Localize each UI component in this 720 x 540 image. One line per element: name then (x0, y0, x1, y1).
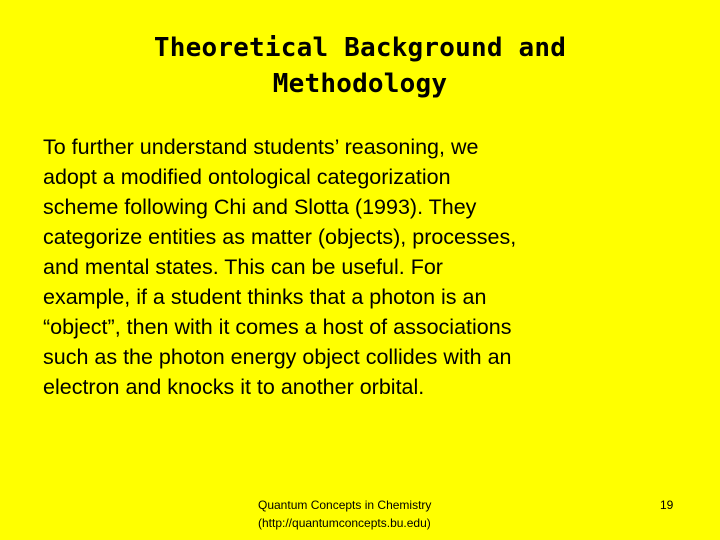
body-line: example, if a student thinks that a photon is an (43, 285, 487, 309)
slide-title (40, 30, 680, 102)
body-line: “object”, then with it comes a host of associations (43, 315, 512, 339)
body-line: electron and knocks it to another orbital. (43, 375, 425, 399)
body-line: and mental states. This can be useful. For (43, 255, 443, 279)
body-line: adopt a modified ontological categorization (43, 165, 451, 189)
footer-line: Quantum Concepts in Chemistry (258, 498, 432, 512)
body-line: categorize entities as matter (objects), processes, (43, 225, 517, 249)
title-line: Methodology (272, 69, 448, 99)
footer-text (258, 496, 431, 532)
body-line: To further understand students’ reasoning, we (43, 135, 479, 159)
body-paragraph (43, 132, 693, 402)
page-number: 19 (660, 498, 674, 512)
footer-line: (http://quantumconcepts.bu.edu) (258, 516, 431, 530)
body-line: such as the photon energy object collides with an (43, 345, 512, 369)
title-line: Theoretical Background and (153, 33, 567, 63)
body-line: scheme following Chi and Slotta (1993). They (43, 195, 477, 219)
